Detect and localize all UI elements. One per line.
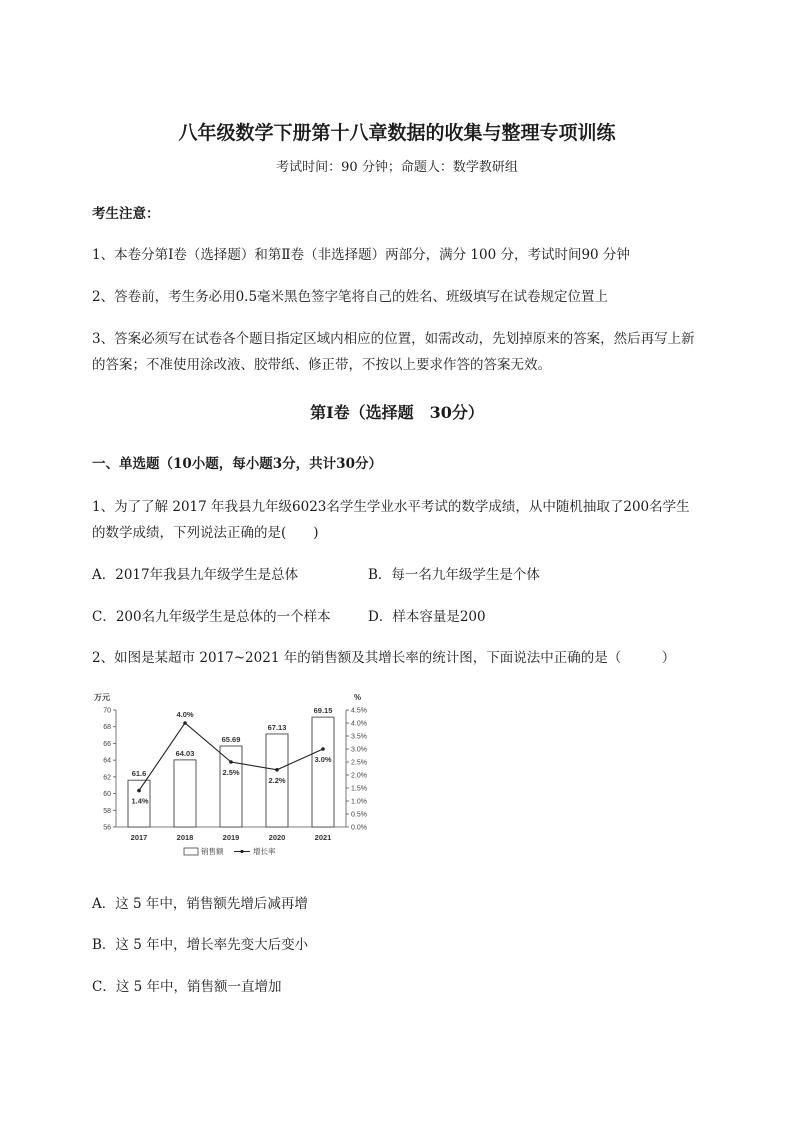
left-tick-label: 56	[103, 824, 111, 832]
growth-rate-point	[137, 789, 141, 793]
section-title: 第Ⅰ卷（选择题 30分）	[310, 403, 484, 422]
legend-bar-swatch	[184, 848, 198, 855]
right-tick-label: 4.5%	[351, 707, 367, 715]
legend-sales-label: 销售额	[201, 847, 224, 856]
question-1-stem-continued: 的数学成绩，下列说法正确的是( )	[92, 525, 319, 541]
sales-bar-label: 64.03	[175, 748, 195, 758]
left-tick-label: 68	[103, 724, 111, 732]
growth-rate-point	[229, 760, 233, 764]
question-1-option-c: C．200名九年级学生是总体的一个样本	[92, 609, 331, 625]
right-tick-label: 0.0%	[351, 824, 367, 832]
growth-rate-point	[321, 747, 325, 751]
x-tick-label: 2017	[130, 833, 148, 842]
notice-item-1: 1、本卷分第Ⅰ卷（选择题）和第Ⅱ卷（非选择题）两部分，满分 100 分，考试时间90 分钟	[92, 247, 630, 263]
notice-item-3-continued: 的答案；不准使用涂改液、胶带纸、修正带，不按以上要求作答的答案无效。	[92, 357, 551, 373]
right-tick-label: 4.0%	[351, 720, 367, 728]
exam-info: 考试时间：90 分钟；命题人：数学教研组	[276, 160, 518, 175]
legend-line-marker	[240, 850, 243, 853]
x-tick-label: 2019	[222, 833, 240, 842]
left-tick-label: 70	[103, 707, 111, 715]
growth-rate-point	[183, 721, 187, 725]
sales-bar-label: 61.6	[131, 769, 147, 779]
question-2-option-c: C．这 5 年中，销售额一直增加	[92, 979, 282, 995]
right-tick-label: 2.5%	[351, 759, 367, 767]
question-1-option-d: D．样本容量是200	[368, 609, 486, 625]
growth-rate-label: 1.4%	[131, 796, 149, 806]
sales-bar	[312, 717, 334, 827]
notice-item-3: 3、答案必须写在试卷各个题目指定区域内相应的位置，如需改动，先划掉原来的答案，然后再写上新	[92, 331, 695, 347]
sales-bar-label: 65.69	[221, 735, 241, 745]
right-tick-label: 0.5%	[351, 811, 367, 819]
part-heading: 一、单选题（10小题，每小题3分，共计30分）	[92, 456, 382, 472]
right-tick-label: 3.5%	[351, 733, 367, 741]
x-tick-label: 2018	[176, 833, 194, 842]
question-2-stem: 2、如图是某超市 2017~2021 年的销售额及其增长率的统计图，下面说法中正确的是（ ）	[92, 650, 676, 666]
growth-rate-point	[275, 768, 279, 772]
sales-bar-label: 67.13	[267, 722, 287, 732]
growth-rate-label: 2.2%	[268, 775, 286, 785]
sales-bar	[174, 760, 196, 827]
growth-rate-label: 4.0%	[176, 710, 194, 719]
right-tick-label: 1.0%	[351, 798, 367, 806]
sales-bar-label: 69.15	[313, 706, 333, 716]
left-tick-label: 64	[103, 757, 111, 765]
question-1-option-a: A．2017年我县九年级学生是总体	[92, 567, 299, 583]
right-axis-unit: %	[354, 693, 362, 702]
x-tick-label: 2021	[314, 833, 332, 842]
left-axis-unit: 万元	[94, 693, 110, 702]
left-tick-label: 66	[103, 740, 111, 748]
question-2-option-a: A．这 5 年中，销售额先增后减再增	[92, 896, 308, 912]
right-tick-label: 1.5%	[351, 785, 367, 793]
sales-chart	[92, 688, 392, 866]
left-tick-label: 58	[103, 807, 111, 815]
question-1-stem: 1、为了了解 2017 年我县九年级6023名学生学业水平考试的数学成绩，从中随机抽取了200名学生	[92, 499, 690, 515]
notice-heading: 考生注意：	[92, 206, 160, 222]
document-title: 八年级数学下册第十八章数据的收集与整理专项训练	[178, 122, 616, 144]
question-1-option-b: B．每一名九年级学生是个体	[368, 567, 540, 583]
question-2-option-b: B．这 5 年中，增长率先变大后变小	[92, 937, 309, 953]
left-tick-label: 62	[103, 774, 111, 782]
left-tick-label: 60	[103, 791, 111, 799]
growth-rate-label: 2.5%	[222, 768, 240, 777]
x-tick-label: 2020	[268, 833, 286, 842]
right-tick-label: 2.0%	[351, 772, 367, 780]
notice-item-2: 2、答卷前，考生务必用0.5毫米黑色签字笔将自己的姓名、班级填写在试卷规定位置上	[92, 289, 609, 305]
legend-growth-label: 增长率	[253, 847, 276, 856]
right-tick-label: 3.0%	[351, 746, 367, 754]
sales-bar	[220, 746, 242, 827]
growth-rate-label: 3.0%	[314, 755, 332, 764]
